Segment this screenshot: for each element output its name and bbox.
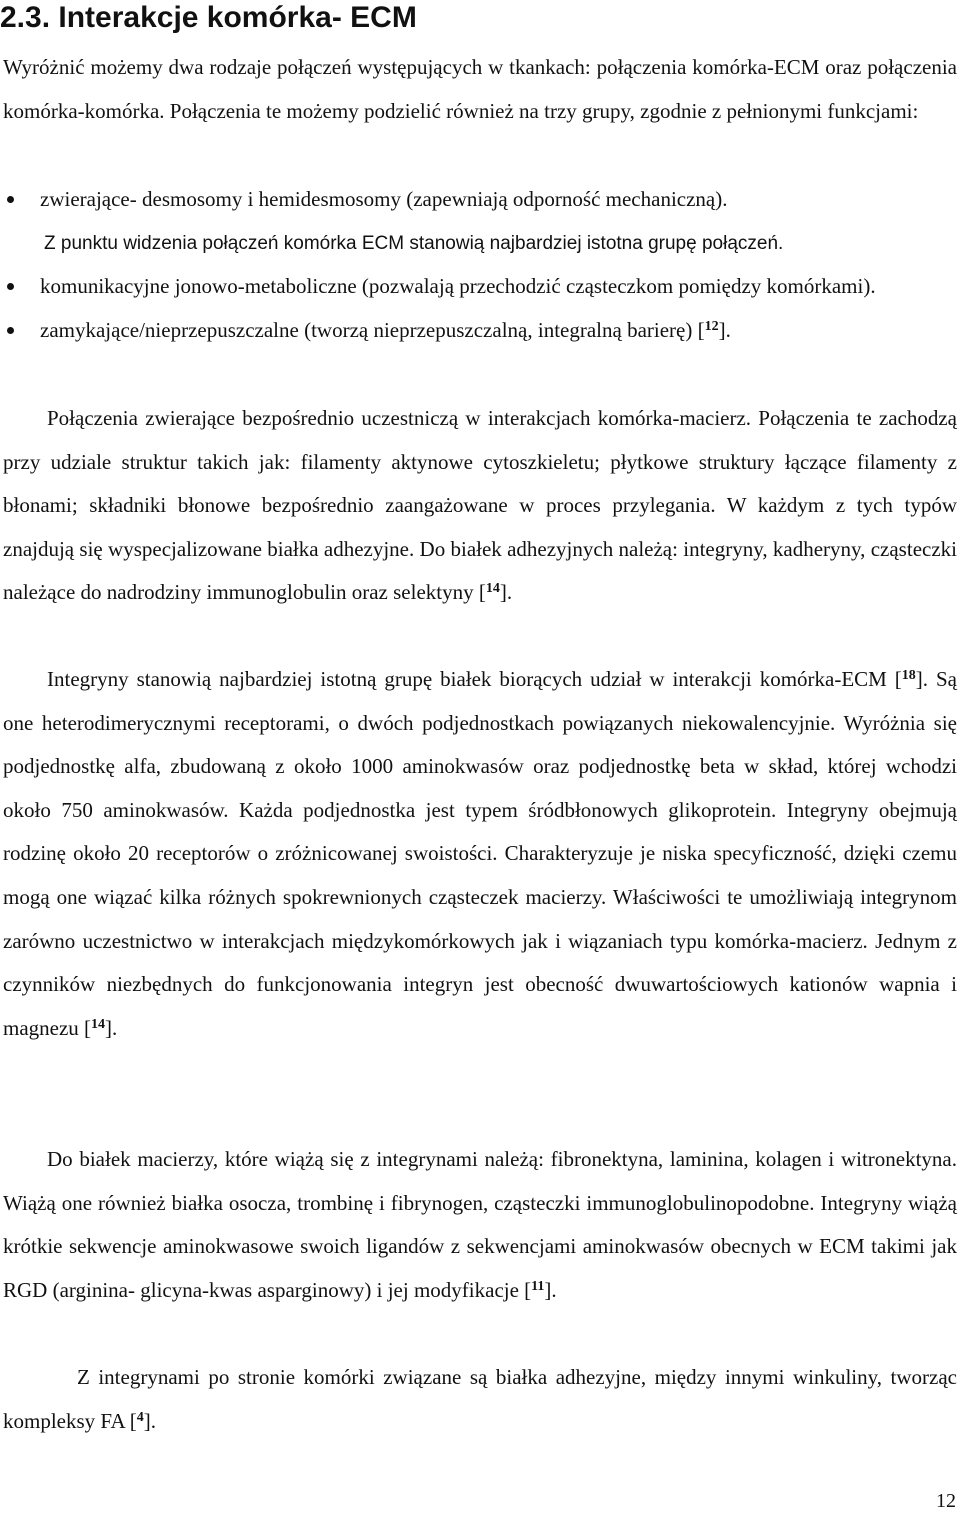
bullet-icon <box>7 283 14 290</box>
citation-ref: 12 <box>704 318 719 334</box>
paragraph-text: ]. <box>499 580 513 605</box>
paragraph-integrins <box>3 658 957 1050</box>
page-number: 12 <box>936 1490 956 1512</box>
paragraph-text: Z integrynami po stronie komórki związane są białka adhezyjne, między innymi winkuliny, tworząc kompleksy FA [ <box>3 1365 957 1433</box>
connection-types-list <box>0 178 960 352</box>
bullet-icon <box>7 196 14 203</box>
list-item <box>0 265 960 309</box>
citation-ref: 18 <box>901 668 916 683</box>
paragraph-text: ]. Są one heterodimerycznymi receptorami, o dwóch podjednostkach powiązanych niekowalencyjnie. Wyróżnia się podjednostkę alfa, zbudowaną z około 1000 aminokwasów oraz podjednostkę beta w skład, której wchodzi około 750 aminokwasów. Każda podjednostka jest typem śródbłonowych glikoprotein. Integryny obejmują rodzinę około 20 receptorów o zróżnicowanej swoistości. Charakteryzuje je niska specyficzność, dzięki czemu mogą one wiązać kilka różnych spokrewnionych cząsteczek macierzy. Właściwości te umożliwiają integrynom zarówno uczestnictwo w interakcjach międzykomórkowych jak i wiązaniach typu komórka-macierz. Jednym z czynników niezbędnych do funkcjonowania integryn jest obecność dwuwartościowych kationów wapnia i magnezu [ <box>3 667 957 1040</box>
list-item <box>0 309 960 353</box>
citation-ref: 11 <box>531 1278 545 1294</box>
paragraph-matrix-proteins <box>3 1138 957 1312</box>
paragraph-text: ]. <box>105 1015 118 1040</box>
citation-ref: 4 <box>136 1409 144 1425</box>
paragraph-text: Połączenia zwierające bezpośrednio uczestniczą w interakcjach komórka-macierz. Połączenia te zachodzą przy udziale struktur takich jak: filamenty aktynowe cytoszkieletu; płytkowe struktury łączące filamenty z błonami; składniki błonowe bezpośrednio zaangażowane w proces przylegania. W każdym z tych typów znajdują się wyspecjalizowane białka adhezyjne. Do białek adhezyjnych należą: integryny, kadheryny, cząsteczki należące do nadrodziny immunoglobulin oraz selektyny [ <box>3 406 957 605</box>
citation-ref: 14 <box>485 581 500 597</box>
list-item-text: zamykające/nieprzepuszczalne (tworzą nieprzepuszczalną, integralną barierę) [ <box>40 317 705 342</box>
paragraph-adhesion <box>3 397 957 615</box>
paragraph-text: ]. <box>143 1408 157 1433</box>
intro-paragraph: Wyróżnić możemy dwa rodzaje połączeń występujących w tkankach: połączenia komórka-ECM oraz połączenia komórka-komórka. Połączenia te możemy podzielić również na trzy grupy, zgodnie z pełnionymi funkcjami: <box>3 55 957 123</box>
list-item-text: ]. <box>718 317 731 342</box>
paragraph-text: Do białek macierzy, które wiążą się z integrynami należą: fibronektyna, laminina, kolagen i witronektyna. Wiążą one również białka osocza, trombinę i fibrynogen, cząsteczki immunoglobulinopodobne. Integryny wiążą krótkie sekwencje aminokwasowe swoich ligandów z sekwencjami aminokwasów obecnych w ECM takimi jak RGD (arginina- glicyna-kwas asparginowy) i jej modyfikacje [ <box>3 1147 957 1302</box>
citation-ref: 14 <box>91 1016 106 1032</box>
bullet-icon <box>7 327 14 334</box>
list-item-text: komunikacyjne jonowo-metaboliczne (pozwalają przechodzić cząsteczkom pomiędzy komórkami). <box>40 274 876 299</box>
paragraph-text: ]. <box>544 1277 557 1302</box>
section-heading: 2.3. Interakcje komórka- ECM <box>0 1 417 34</box>
paragraph-fa-complex <box>3 1356 957 1443</box>
paragraph-text: Integryny stanowią najbardziej istotną grupę białek biorących udział w interakcji komórka-ECM [ <box>47 667 902 691</box>
ecm-note: Z punktu widzenia połączeń komórka ECM stanowią najbardziej istotna grupę połączeń. <box>44 233 784 254</box>
list-item <box>0 178 960 222</box>
list-item-text: zwierające- desmosomy i hemidesmosomy (zapewniają odporność mechaniczną). <box>40 187 728 211</box>
